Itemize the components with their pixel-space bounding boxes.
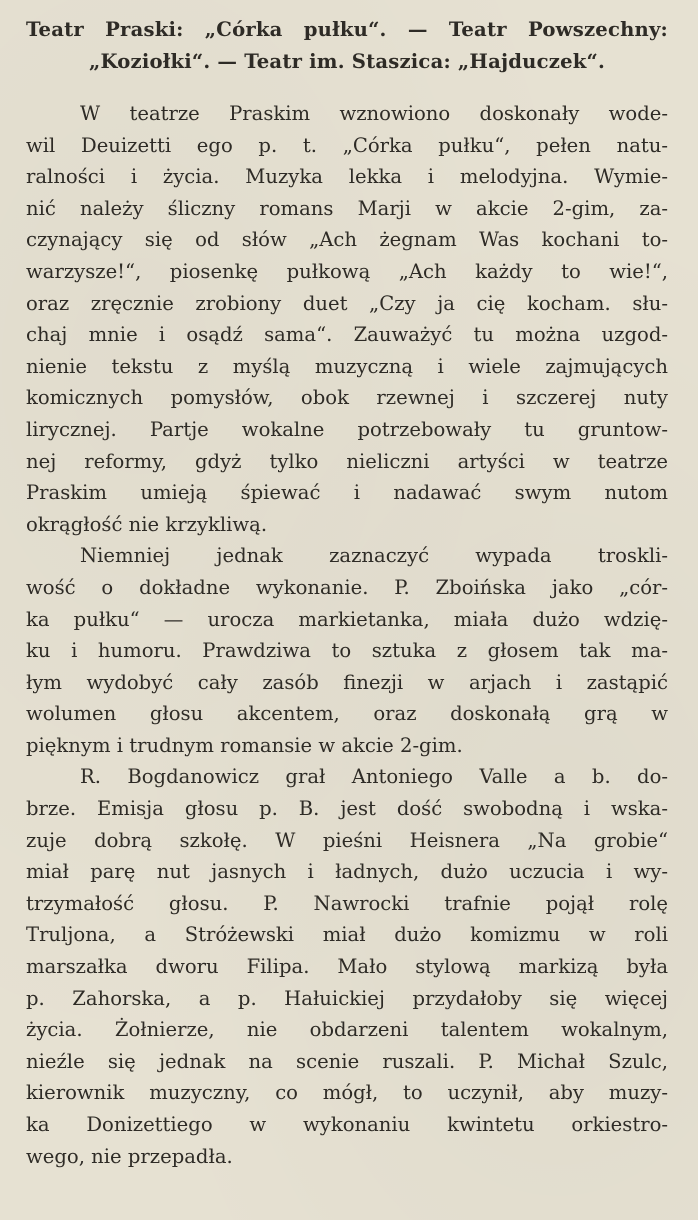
text-line: miał parę nut jasnych i ładnych, dużo uczucia i wy- xyxy=(26,860,668,884)
text-line: brze. Emisja głosu p. B. jest dość swobodną i wska- xyxy=(26,797,668,821)
text-line: ka pułku“ — urocza markietanka, miała dużo wdzię- xyxy=(26,607,668,631)
text-line: wego, nie przepadła. xyxy=(26,1144,233,1168)
text-line: życia. Żołnierze, nie obdarzeni talentem wokalnym, xyxy=(26,1018,668,1042)
text-line: zuje dobrą szkołę. W pieśni Heisnera „Na grobie“ xyxy=(26,828,668,852)
text-line: lirycznej. Partje wokalne potrzebowały tu gruntow- xyxy=(26,417,668,441)
text-line: nieźle się jednak na scenie ruszali. P. Michał Szulc, xyxy=(26,1049,668,1073)
text-line: marszałka dworu Filipa. Mało stylową markizą była xyxy=(26,955,668,979)
article-body xyxy=(26,98,668,1172)
text-line: kierownik muzyczny, co mógł, to uczynił, aby muzy- xyxy=(26,1081,668,1105)
text-line: pięknym i trudnym romansie w akcie 2-gim. xyxy=(26,733,463,757)
text-line: ka Donizettiego w wykonaniu kwintetu orkiestro- xyxy=(26,1113,668,1136)
article-paragraph xyxy=(26,98,668,540)
text-line: ralności i życia. Muzyka lekka i melodyjna. Wymie- xyxy=(26,165,668,189)
text-line: oraz zręcznie zrobiony duet „Czy ja cię kocham. słu- xyxy=(26,291,668,315)
text-line: łym wydobyć cały zasób finezji w arjach i zastąpić xyxy=(26,670,668,694)
text-line: czynający się od słów „Ach żegnam Was kochani to- xyxy=(26,228,668,252)
text-line: p. Zahorska, a p. Hałuickiej przydałoby się więcej xyxy=(26,986,668,1010)
text-line: R. Bogdanowicz grał Antoniego Valle a b. do- xyxy=(80,765,668,789)
text-line: Niemniej jednak zaznaczyć wypada troskli- xyxy=(80,544,668,568)
article-heading xyxy=(26,14,668,78)
heading-line: Teatr Praski: „Córka pułku“. — Teatr Powszechny: xyxy=(26,18,668,41)
text-line: ku i humoru. Prawdziwa to sztuka z głosem tak ma- xyxy=(26,639,668,663)
text-line: warzysze!“, piosenkę pułkową „Ach każdy to wie!“, xyxy=(26,259,668,283)
text-line: Praskim umieją śpiewać i nadawać swym nutom xyxy=(26,481,668,505)
text-line: komicznych pomysłów, obok rzewnej i szczerej nuty xyxy=(26,386,668,410)
text-line: W teatrze Praskim wznowiono doskonały wode- xyxy=(80,102,668,125)
heading-line: „Koziołki“. — Teatr im. Staszica: „Hajduczek“. xyxy=(88,50,606,73)
text-line: trzymałość głosu. P. Nawrocki trafnie pojął rolę xyxy=(26,891,668,915)
text-line: wość o dokładne wykonanie. P. Zboińska jako „cór- xyxy=(26,575,668,599)
text-line: wolumen głosu akcentem, oraz doskonałą grą w xyxy=(26,702,668,726)
text-line: okrągłość nie krzykliwą. xyxy=(26,512,268,536)
text-line: chaj mnie i osądź sama“. Zauważyć tu można uzgod- xyxy=(26,323,668,347)
text-line: nienie tekstu z myślą muzyczną i wiele zajmujących xyxy=(26,354,668,378)
text-line: nić należy śliczny romans Marji w akcie 2-gim, za- xyxy=(26,196,668,220)
article-paragraph xyxy=(26,540,668,761)
text-line: wil Deuizetti ego p. t. „Córka pułku“, pełen natu- xyxy=(26,133,668,157)
text-line: nej reformy, gdyż tylko nieliczni artyści w teatrze xyxy=(26,449,668,473)
text-line: Truljona, a Stróżewski miał dużo komizmu w roli xyxy=(26,923,668,947)
article-paragraph xyxy=(26,761,668,1172)
